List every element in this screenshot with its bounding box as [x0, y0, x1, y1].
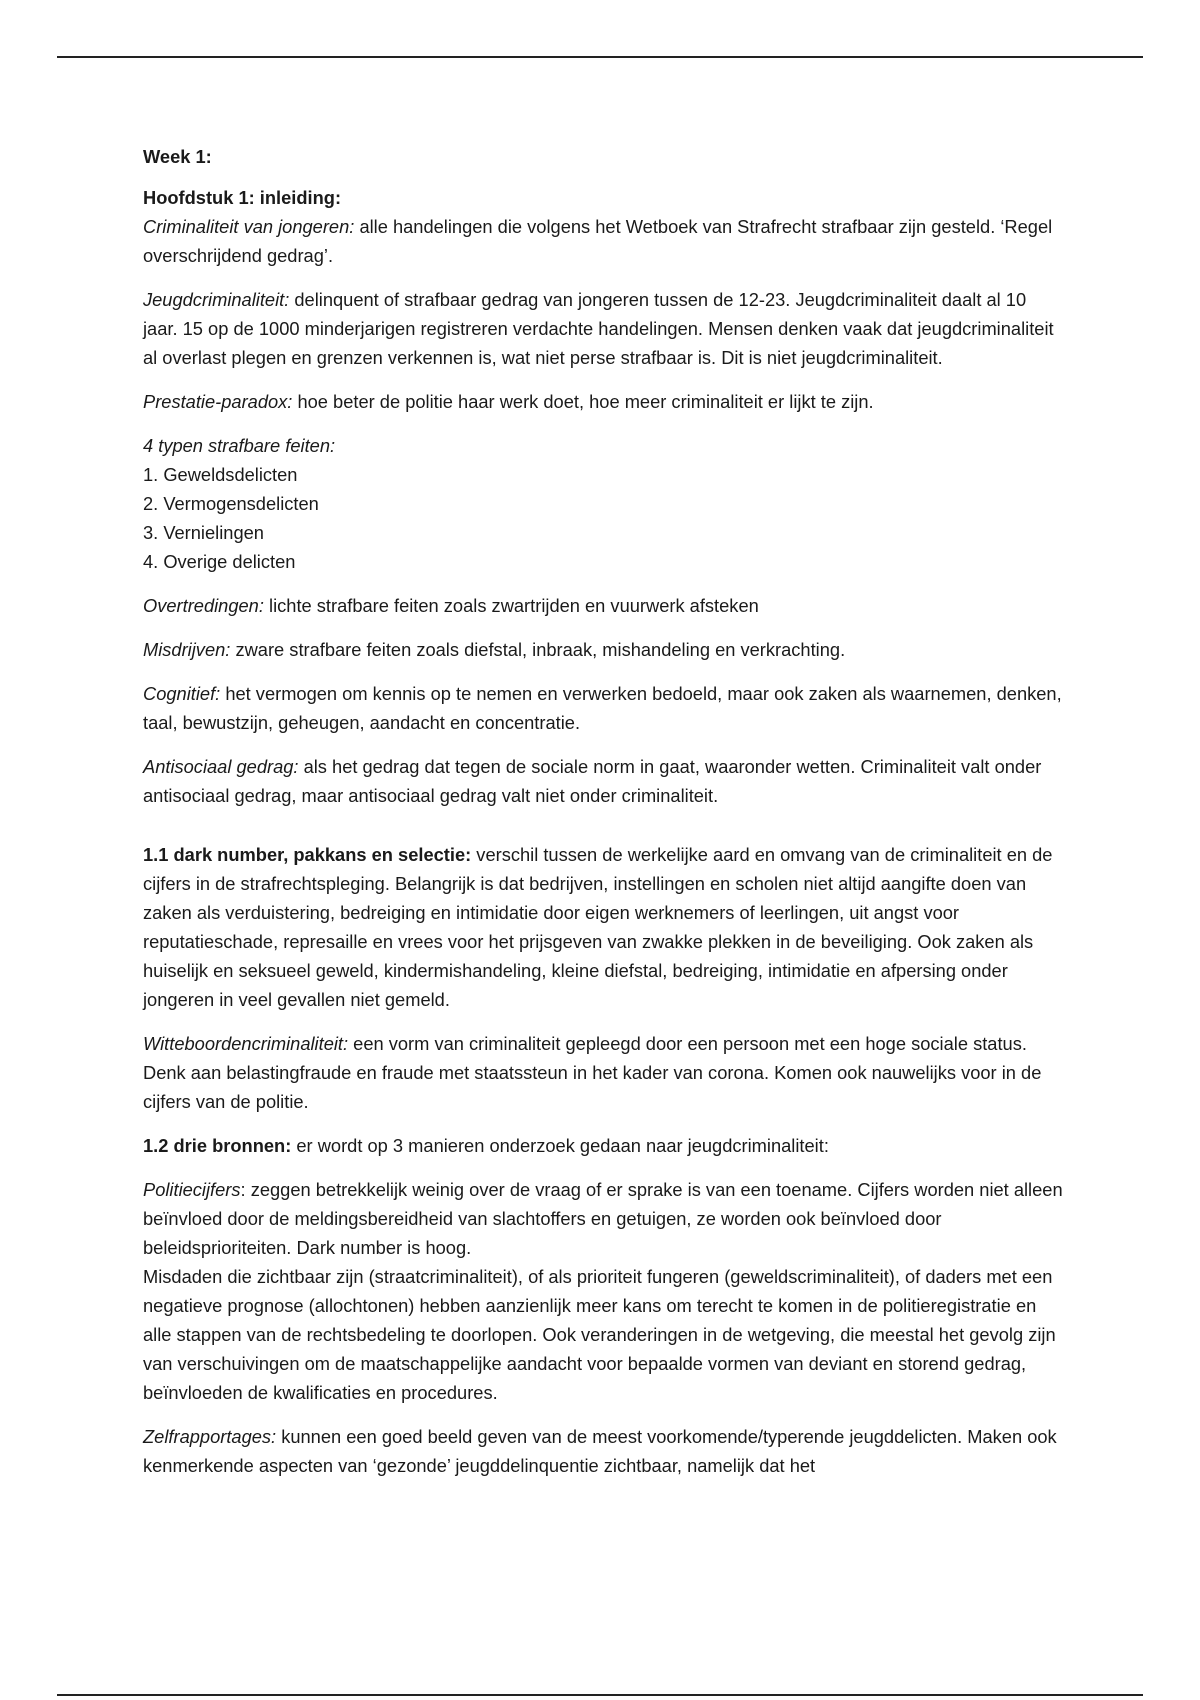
week-heading: Week 1: — [143, 146, 212, 167]
list-item: 2. Vermogensdelicten — [143, 493, 319, 514]
list-item: 4. Overige delicten — [143, 551, 296, 572]
list-title: 4 typen strafbare feiten: — [143, 435, 336, 456]
definition-zelfrapportages: Zelfrapportages: kunnen een goed beeld geven van de meest voorkomende/typerende jeugddelicten. Maken ook kenmerkende aspecten van ‘gezonde’ jeugddelinquentie zichtbaar, namelijk dat het — [143, 1426, 1057, 1476]
politiecijfers-continued: Misdaden die zichtbaar zijn (straatcriminaliteit), of als prioriteit fungeren (geweldscriminaliteit), of daders met een negatieve prognose (allochtonen) hebben aanzienlijk meer kans om terecht te komen in de politieregistratie en alle stappen van de rechtsbedeling te doorlopen. Ook veranderingen in de wetgeving, die meestal het gevolg zijn van verschuivingen om de maatschappelijke aandacht voor bepaalde vormen van deviant en storend gedrag, beïnvloeden de kwalificaties en procedures. — [143, 1266, 1056, 1403]
list-item: 3. Vernielingen — [143, 522, 264, 543]
definition-politiecijfers: Politiecijfers: zeggen betrekkelijk weinig over de vraag of er sprake is van een toename. Cijfers worden niet alleen beïnvloed door de meldingsbereidheid van slachtoffers en getuigen, ze worden ook beïnvloed door beleidsprioriteiten. Dark number is hoog. — [143, 1179, 1063, 1258]
definition-witteboorden: Witteboordencriminaliteit: een vorm van criminaliteit gepleegd door een persoon met een hoge sociale status. Denk aan belastingfraude en fraude met staatssteun in het kader van corona. Komen ook nauwelijks voor in de cijfers van de politie. — [143, 1033, 1042, 1112]
definition-antisociaal: Antisociaal gedrag: als het gedrag dat tegen de sociale norm in gaat, waaronder wetten. Criminaliteit valt onder antisociaal gedrag, maar antisociaal gedrag valt niet onder criminaliteit. — [143, 756, 1042, 806]
chapter-heading: Hoofdstuk 1: inleiding: — [143, 187, 342, 208]
definition-criminaliteit: Criminaliteit van jongeren: alle handelingen die volgens het Wetboek van Strafrecht strafbaar zijn gesteld. ‘Regel overschrijdend gedrag’. — [143, 216, 1053, 266]
document-page — [143, 142, 1063, 1495]
definition-misdrijven: Misdrijven: zware strafbare feiten zoals diefstal, inbraak, mishandeling en verkrachting. — [143, 639, 846, 660]
section-1-2: 1.2 drie bronnen: er wordt op 3 manieren onderzoek gedaan naar jeugdcriminaliteit: — [143, 1135, 829, 1156]
definition-jeugdcriminaliteit: Jeugdcriminaliteit: delinquent of strafbaar gedrag van jongeren tussen de 12-23. Jeugdcriminaliteit daalt al 10 jaar. 15 op de 1000 minderjarigen registreren verdachte handelingen. Mensen denken vaak dat jeugdcriminaliteit al overlast plegen en grenzen verkennen is, wat niet perse strafbaar is. Dit is niet jeugdcriminaliteit. — [143, 289, 1054, 368]
footer-rule — [57, 1694, 1143, 1696]
definition-overtredingen: Overtredingen: lichte strafbare feiten zoals zwartrijden en vuurwerk afsteken — [143, 595, 759, 616]
definition-cognitief: Cognitief: het vermogen om kennis op te nemen en verwerken bedoeld, maar ook zaken als waarnemen, denken, taal, bewustzijn, geheugen, aandacht en concentratie. — [143, 683, 1062, 733]
offense-types-list — [143, 431, 1063, 576]
header-rule — [57, 56, 1143, 58]
list-item: 1. Geweldsdelicten — [143, 464, 298, 485]
section-1-1: 1.1 dark number, pakkans en selectie: verschil tussen de werkelijke aard en omvang van de criminaliteit en de cijfers in de strafrechtspleging. Belangrijk is dat bedrijven, instellingen en scholen niet altijd aangifte doen van zaken als verduistering, bedreiging en intimidatie door eigen werknemers of leerlingen, uit angst voor reputatieschade, represaille en vrees voor het prijsgeven van zwakke plekken in de beveiliging. Ook zaken als huiselijk en seksueel geweld, kindermishandeling, kleine diefstal, bedreiging, intimidatie en afpersing onder jongeren in veel gevallen niet gemeld. — [143, 844, 1053, 1010]
definition-prestatie-paradox: Prestatie-paradox: hoe beter de politie haar werk doet, hoe meer criminaliteit er lijkt te zijn. — [143, 391, 874, 412]
